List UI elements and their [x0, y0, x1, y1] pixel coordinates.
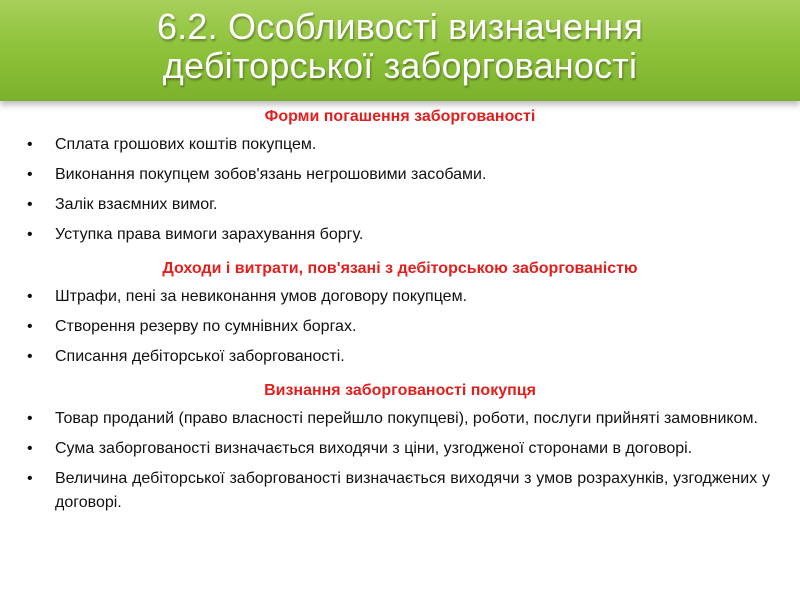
list-item-text: Величина дебіторської заборгованості визначається виходячи з умов розрахунків, узгоджених у договорі. [55, 470, 770, 511]
section-spacer [0, 247, 800, 259]
bullet-icon: • [27, 440, 33, 457]
list-item-text: Сума заборгованості визначається виходячи з ціни, узгодженої сторонами в договорі. [55, 440, 693, 457]
slide-content [0, 107, 800, 515]
list-item-text: Сплата грошових коштів покупцем. [55, 136, 317, 153]
bullet-icon: • [27, 226, 33, 243]
list-item [0, 407, 800, 431]
list-item [0, 285, 800, 309]
list-item-text: Залік взаємних вимог. [55, 196, 218, 213]
section-income-expenses [0, 259, 800, 369]
list-item [0, 133, 800, 157]
list-item-text: Товар проданий (право власності перейшло покупцеві), роботи, послуги прийняті замовником. [55, 410, 758, 427]
bullet-list [0, 407, 800, 515]
section-heading: Доходи і витрати, пов'язані з дебіторською заборгованістю [162, 260, 638, 277]
list-item [0, 223, 800, 247]
slide-title [0, 7, 800, 85]
slide-title-line-2: дебіторської заборгованості [162, 45, 638, 86]
bullet-list [0, 133, 800, 247]
section-heading: Визнання заборгованості покупця [264, 382, 536, 399]
list-item [0, 467, 800, 515]
list-item [0, 193, 800, 217]
bullet-icon: • [27, 196, 33, 213]
list-item [0, 345, 800, 369]
list-item [0, 437, 800, 461]
list-item-text: Виконання покупцем зобов'язань негрошовими засобами. [55, 166, 487, 183]
bullet-icon: • [27, 318, 33, 335]
bullet-icon: • [27, 136, 33, 153]
list-item-text: Списання дебіторської заборгованості. [55, 348, 345, 365]
section-repayment-forms [0, 107, 800, 247]
bullet-icon: • [27, 348, 33, 365]
bullet-icon: • [27, 410, 33, 427]
list-item [0, 163, 800, 187]
bullet-icon: • [27, 470, 33, 487]
bullet-icon: • [27, 288, 33, 305]
section-debt-recognition [0, 381, 800, 515]
list-item [0, 315, 800, 339]
slide-title-line-1: 6.2. Особливості визначення [156, 6, 644, 47]
title-bar [0, 0, 800, 101]
list-item-text: Створення резерву по сумнівних боргах. [55, 318, 357, 335]
list-item-text: Уступка права вимоги зарахування боргу. [55, 226, 364, 243]
bullet-icon: • [27, 166, 33, 183]
list-item-text: Штрафи, пені за невиконання умов договору покупцем. [55, 288, 468, 305]
section-spacer [0, 369, 800, 381]
section-heading: Форми погашення заборгованості [264, 108, 536, 125]
bullet-list [0, 285, 800, 369]
